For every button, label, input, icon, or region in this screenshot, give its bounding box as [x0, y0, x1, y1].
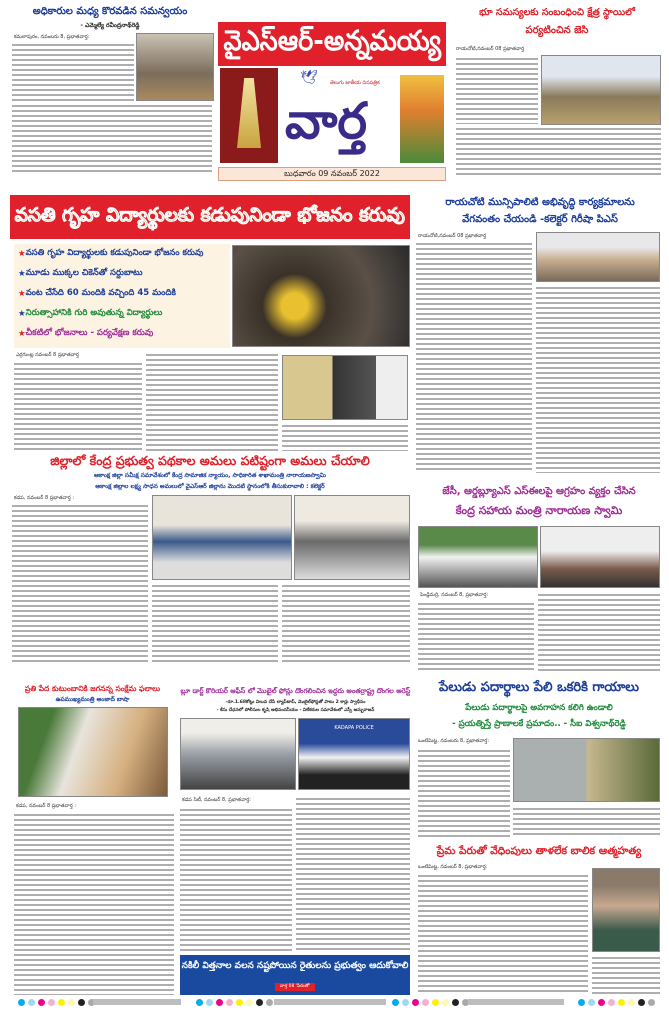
municipality-headline-2: వేగవంతం చేయండి -కలెక్టర్ గిరీషా పిఎస్: [462, 214, 618, 225]
top-left-headline: అధికారుల మధ్య కొరవడిన సమన్వయం: [32, 6, 188, 17]
bullet-item: ★ నిరుత్సాహానికి గురి అవుతున్న విద్యార్థులు: [18, 308, 163, 319]
victim-photo: [592, 868, 660, 952]
masthead-edition-bar: [218, 22, 446, 66]
news-photo: [418, 526, 538, 588]
suicide-headline: ప్రేమ పేరుతో వేధింపులు తాళలేక బాలిక ఆత్మహత్య: [436, 845, 642, 857]
box-tag: వార్త 08 'పేరుతో': [275, 983, 315, 991]
article-text: [418, 748, 510, 838]
dateline: పెండ్లిమర్రి, నవంబర్ 8, ప్రభాతవార్త:: [420, 592, 489, 598]
theft-subhead-1: -రూ.1.68కోట్లు విలువ చేసే ల్యాప్‌టాప్, మొబైల్‌ఫోన్లతో పాటు 2 కార్లు స్వాధీనం: [225, 700, 366, 705]
newspaper-name: వార్త: [285, 92, 368, 150]
edition-name: వైఎస్ఆర్-అన్నమయ్య: [223, 24, 441, 57]
theft-subhead-2: - కేసు చేధనలో పోలీసుల కృషి అభినందనీయం - విలేకరుల సమావేశంలో ఎస్పీ అన్బురాజన్: [216, 708, 375, 713]
article-text: [592, 955, 660, 995]
article-text: [12, 103, 212, 173]
minister-headline-2: కేంద్ర సహాయ మంత్రి నారాయణ స్వామి: [455, 504, 623, 517]
gray-bar: [93, 999, 181, 1005]
bullet-item: ★ వంట చేసేది 60 మందికి వచ్చింది 45 మందికి: [18, 288, 176, 299]
dateline: ఎర్రగుంట్ల నవంబర్ 8 ప్రభాతవార్త: [16, 352, 79, 358]
welfare-headline: ప్రతి పేద కుటుంబానికి జగనన్న సంక్షేమ ఫలాలు: [24, 684, 161, 693]
bullet-item: ★ మూడు ముక్కల చికెన్‌తో సర్దుబాటు: [18, 268, 143, 279]
dateline: కమలాపురం, నవంబరు 8, ప్రభాతవార్త:: [14, 34, 90, 40]
dateline: కడప, నవంబర్ 8 ప్రభాతవార్త :: [14, 495, 75, 501]
gray-bar: [468, 999, 564, 1005]
bullet-item: ★ చీకటిలో భోజనాలు - పర్యవేక్షణ కరువు: [18, 328, 154, 339]
theft-headline: బ్లూ డార్ట్ కొరియర్ ఆఫీస్ లో మొబైల్ ఫోన్లు దొంగలించిన ఇద్దరు అంతర్రాష్ట్ర దొంగల అరెస్ట్: [180, 687, 411, 695]
dateline: ఒంటిమిట్ట, నవంబరు 8, ప్రభాతవార్త:: [418, 738, 490, 744]
welfare-byline: ఉపముఖ్యమంత్రి అంజాద్ బాషా: [55, 696, 130, 703]
meeting-photo: [152, 495, 292, 580]
dateline: ఒంటిమిట్ట, నవంబర్ 8, ప్రభాతవార్త:: [418, 864, 488, 870]
lead-bullets: [14, 244, 230, 348]
news-photo: [536, 232, 660, 282]
news-photo: [540, 526, 660, 588]
top-left-byline: - ఎమ్మెల్యే రవీంద్రనాథ్‌రెడ్డి: [80, 22, 140, 29]
article-text: [12, 503, 148, 665]
food-photos: [282, 355, 408, 420]
article-text: [538, 592, 660, 673]
minister-headline-1: జేసీ, ఆర్డబ్ల్యూఎస్ ఎస్ఈలపై ఆగ్రహం వ్యక్తం చేసిన: [442, 486, 636, 497]
news-photo: [541, 55, 661, 125]
schemes-headline: జిల్లాలో కేంద్ర ప్రభుత్వ పథకాల అమలు పటిష్టంగా అమలు చేయాలి: [50, 453, 370, 468]
issue-date: బుధవారం 09 నవంబర్ 2022: [218, 167, 446, 181]
color-registration-marks: [18, 998, 95, 1006]
article-text: [14, 361, 142, 451]
article-text: [152, 583, 278, 665]
news-photo: [136, 33, 214, 101]
seized-goods-photo: [180, 718, 296, 790]
gray-bar: [274, 999, 386, 1005]
article-text: [296, 796, 410, 952]
farmers-headline: నకిలీ విత్తనాల వలన నష్టపోయిన రైతులను ప్రభుత్వం ఆదుకోవాలి: [181, 961, 409, 971]
blast-subhead-1: పేలుడు పదార్థాలపై అవగాహన కలిగి ఉండాలి: [465, 703, 613, 713]
schemes-subhead-2: ఆకాంక్ష జిల్లాల లక్ష్య సాధన అమలులో వైఎస్ఆర్ జిల్లాను మొదటి స్థానంలోకి తీసుకురావాలి : కలెక్టర్: [95, 483, 325, 490]
bullet-item: ★ వసతి గృహ విద్యార్థులకు కడుపునిండా భోజనం కరువు: [18, 248, 204, 259]
top-right-headline-1: భూ సమస్యలకు సంబంధించి క్షేత్ర స్థాయిలో: [479, 7, 635, 18]
lead-banner: [10, 195, 410, 239]
dateline: కడప సిటీ, నవంబర్ 8, ప్రభాతవార్త:: [182, 797, 251, 803]
municipality-headline-1: రాయచోటి మున్సిపాలిటి అభివృద్ధి కార్యక్రమాలను: [445, 197, 635, 208]
article-text: [456, 126, 661, 178]
dateline: కడప, నవంబర్ 8 ప్రభాతవార్త :: [16, 803, 77, 809]
press-meet-photo: [298, 718, 410, 790]
tagline: తెలుగు జాతీయ దినపత్రిక: [330, 80, 380, 86]
deity-illustration: [400, 75, 444, 163]
color-registration-marks: [392, 998, 469, 1006]
article-text: [180, 807, 292, 952]
lead-photo: [232, 245, 410, 347]
top-right-headline-2: పర్యటించిన జెసి: [525, 25, 589, 36]
color-registration-marks: [196, 998, 273, 1006]
dateline: రాయచోటి,నవంబర్ 08 ప్రభాతవార్త: [418, 233, 487, 239]
dove-icon: 🕊: [300, 70, 318, 86]
blast-photo: [513, 738, 660, 802]
article-text: [12, 42, 134, 102]
article-text: [418, 601, 534, 673]
schemes-subhead-1: ఆకాంక్ష జిల్లా సమీక్ష సమావేశంలో కేంద్ర సామాజిక న్యాయం, సాధికారిత శాఖామంత్రి నారాయణస్వామి: [93, 472, 327, 479]
article-text: [416, 241, 532, 473]
article-text: [14, 812, 174, 995]
lead-headline: వసతి గృహ విద్యార్థులకు కడుపునిండా భోజనం కరువు: [14, 203, 406, 226]
article-text: [146, 352, 278, 451]
dateline: రాయచోటి,నవంబర్ 08 ప్రభాతవార్త: [456, 46, 525, 52]
article-text: [513, 806, 660, 838]
article-text: [418, 873, 588, 995]
meeting-photo: [294, 495, 410, 580]
photo-sign: KADAPA POLICE: [334, 725, 374, 731]
article-text: [536, 285, 660, 473]
temple-logo: [220, 68, 278, 163]
article-text: [282, 423, 408, 451]
farmers-box: [180, 955, 410, 995]
color-registration-marks: [578, 998, 655, 1006]
article-text: [456, 56, 538, 124]
news-photo: [18, 707, 168, 797]
blast-headline: పేలుడు పదార్థాలు పేలి ఒకరికి గాయాలు: [439, 680, 639, 695]
blast-subhead-2: - ప్రయత్నిస్తే ప్రాణాలకే ప్రమాదం.. - సీఐ విశ్వనాథ్‌రెడ్డి: [452, 719, 626, 729]
article-text: [282, 583, 410, 665]
